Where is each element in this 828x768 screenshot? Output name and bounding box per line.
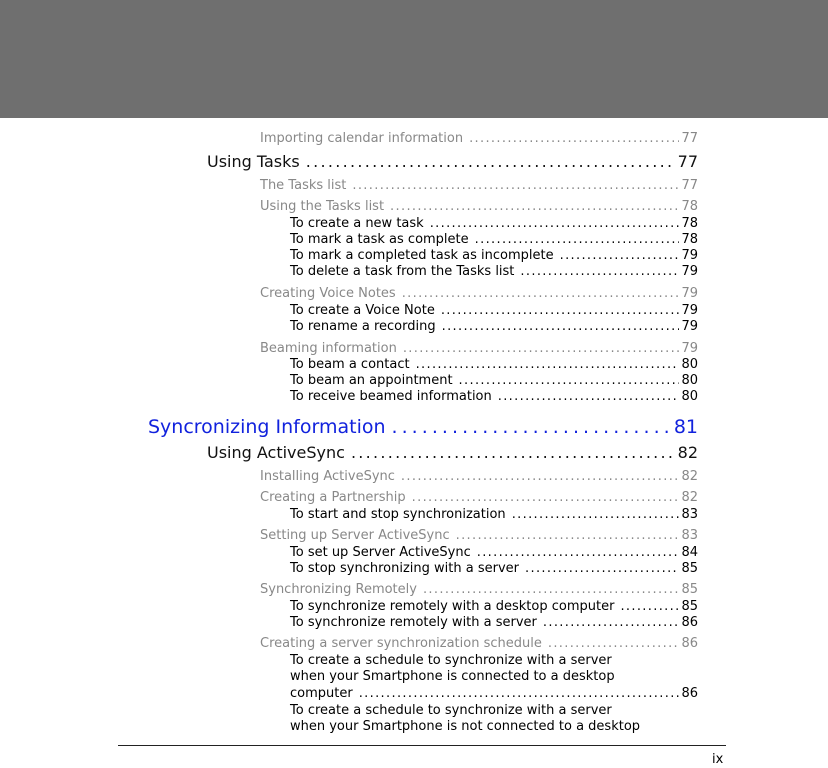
toc-entry-creating-partnership[interactable] — [260, 490, 698, 505]
toc-entry-title: To synchronize remotely with a server — [290, 615, 537, 630]
toc-entry-page: 85 — [681, 599, 698, 614]
dot-leader — [392, 416, 672, 438]
toc-entry-page: 82 — [677, 443, 698, 462]
toc-entry-page: 79 — [681, 286, 698, 301]
toc-entry-schedule-connected[interactable] — [290, 653, 615, 685]
toc-entry-page: 79 — [681, 319, 698, 334]
toc-entry-title: To rename a recording — [290, 319, 436, 334]
toc-entry-page: 78 — [681, 216, 698, 231]
toc-entry-page: 86 — [681, 686, 698, 701]
toc-entry-title-line: To create a schedule to synchronize with a server — [290, 703, 612, 718]
toc-entry-mark-incomplete[interactable] — [290, 248, 698, 263]
toc-entry-title: To create a Voice Note — [290, 303, 435, 318]
dot-leader — [403, 341, 680, 356]
toc-entry-title: To receive beamed information — [290, 389, 492, 404]
toc-entry-page: 85 — [681, 561, 698, 576]
toc-entry-create-task[interactable] — [290, 216, 698, 231]
toc-entry-server-schedule[interactable] — [260, 636, 698, 651]
dot-leader — [543, 615, 680, 630]
dot-leader — [560, 248, 680, 263]
toc-entry-sync-remote-desktop[interactable] — [290, 599, 698, 614]
toc-entry-page: 80 — [681, 373, 698, 388]
dot-leader — [430, 216, 680, 231]
toc-entry-beam-contact[interactable] — [290, 357, 698, 372]
toc-entry-delete-task[interactable] — [290, 264, 698, 279]
toc-entry-rename-recording[interactable] — [290, 319, 698, 334]
toc-entry-page: 77 — [681, 131, 698, 146]
dot-leader — [351, 443, 676, 462]
toc-entry-schedule-connected-last[interactable] — [290, 686, 698, 701]
dot-leader — [359, 686, 680, 701]
footer-rule — [118, 745, 726, 746]
toc-entry-title: To mark a task as complete — [290, 232, 469, 247]
toc-entry-page: 82 — [681, 469, 698, 484]
toc-entry-title: Importing calendar information — [260, 131, 464, 146]
toc-entry-using-activesync[interactable] — [207, 443, 698, 462]
toc-entry-voice-notes[interactable] — [260, 286, 698, 301]
dot-leader — [416, 357, 680, 372]
header-band — [0, 0, 828, 118]
toc-entry-page: 83 — [681, 507, 698, 522]
dot-leader — [520, 264, 679, 279]
toc-entry-title-line: when your Smartphone is not connected to a desktop — [290, 719, 641, 734]
toc-entry-title: To set up Server ActiveSync — [290, 545, 471, 560]
dot-leader — [548, 636, 680, 651]
dot-leader — [512, 507, 680, 522]
toc-entry-schedule-not-connected[interactable] — [290, 703, 640, 735]
dot-leader — [469, 131, 679, 146]
toc-entry-title: Synchronizing Remotely — [260, 582, 417, 597]
toc-entry-set-up-server[interactable] — [290, 545, 698, 560]
toc-entry-importing-calendar[interactable] — [260, 131, 698, 146]
toc-entry-receive-beamed[interactable] — [290, 389, 698, 404]
toc-entry-title: computer — [290, 686, 353, 701]
toc-entry-page: 79 — [681, 303, 698, 318]
toc-entry-using-tasks[interactable] — [207, 152, 698, 171]
toc-entry-page: 86 — [681, 615, 698, 630]
toc-entry-title: To create a new task — [290, 216, 424, 231]
dot-leader — [525, 561, 679, 576]
toc-entry-page: 77 — [677, 152, 698, 171]
toc-entry-title: Syncronizing Information — [148, 416, 386, 438]
toc-entry-using-tasks-list[interactable] — [260, 199, 698, 214]
toc-entry-title: Creating a Partnership — [260, 490, 406, 505]
page-number: ix — [712, 752, 724, 767]
dot-leader — [498, 389, 680, 404]
toc-entry-title: Beaming information — [260, 341, 397, 356]
toc-entry-page: 79 — [681, 248, 698, 263]
toc-entry-title: To mark a completed task as incomplete — [290, 248, 554, 263]
toc-entry-sync-remotely[interactable] — [260, 582, 698, 597]
dot-leader — [423, 582, 679, 597]
toc-entry-page: 77 — [681, 178, 698, 193]
dot-leader — [456, 528, 680, 543]
dot-leader — [390, 199, 679, 214]
toc-entry-title: The Tasks list — [260, 178, 347, 193]
dot-leader — [306, 152, 676, 171]
toc-entry-title: To stop synchronizing with a server — [290, 561, 520, 576]
toc-entry-title: To beam a contact — [290, 357, 410, 372]
dot-leader — [477, 545, 680, 560]
dot-leader — [442, 319, 680, 334]
dot-leader — [412, 490, 680, 505]
toc-entry-start-stop-sync[interactable] — [290, 507, 698, 522]
toc-entry-page: 84 — [681, 545, 698, 560]
toc-entry-page: 80 — [681, 389, 698, 404]
toc-entry-page: 78 — [681, 232, 698, 247]
toc-entry-title-line: To create a schedule to synchronize with a server — [290, 653, 612, 668]
toc-entry-create-voice-note[interactable] — [290, 303, 698, 318]
dot-leader — [475, 232, 680, 247]
toc-entry-installing-activesync[interactable] — [260, 469, 698, 484]
toc-entry-page: 78 — [681, 199, 698, 214]
dot-leader — [401, 469, 680, 484]
toc-entry-title: Creating a server synchronization schedule — [260, 636, 542, 651]
toc-entry-title: Setting up Server ActiveSync — [260, 528, 450, 543]
toc-entry-page: 86 — [681, 636, 698, 651]
toc-entry-title: Creating Voice Notes — [260, 286, 396, 301]
toc-entry-title: Using Tasks — [207, 152, 300, 171]
toc-entry-title: Installing ActiveSync — [260, 469, 395, 484]
toc-entry-page: 79 — [681, 341, 698, 356]
dot-leader — [441, 303, 680, 318]
toc-entry-beam-appointment[interactable] — [290, 373, 698, 388]
dot-leader — [620, 599, 679, 614]
toc-chapter-syncronizing[interactable] — [148, 416, 698, 438]
toc-entry-stop-sync-server[interactable] — [290, 561, 698, 576]
toc-entry-page: 82 — [681, 490, 698, 505]
toc-entry-title: To synchronize remotely with a desktop computer — [290, 599, 615, 614]
toc-entry-page: 81 — [673, 416, 698, 438]
toc-entry-title: To delete a task from the Tasks list — [290, 264, 515, 279]
toc-entry-setting-up-server[interactable] — [260, 528, 698, 543]
toc-entry-beaming[interactable] — [260, 341, 698, 356]
toc-entry-page: 80 — [681, 357, 698, 372]
toc-entry-page: 79 — [681, 264, 698, 279]
toc-entry-page: 83 — [681, 528, 698, 543]
toc-entry-title: To beam an appointment — [290, 373, 453, 388]
dot-leader — [402, 286, 680, 301]
toc-entry-title: To start and stop synchronization — [290, 507, 506, 522]
toc-entry-mark-complete[interactable] — [290, 232, 698, 247]
toc-entry-page: 85 — [681, 582, 698, 597]
dot-leader — [459, 373, 680, 388]
toc-entry-sync-remote-server[interactable] — [290, 615, 698, 630]
toc-entry-title: Using the Tasks list — [260, 199, 385, 214]
toc-entry-tasks-list[interactable] — [260, 178, 698, 193]
toc-entry-title: Using ActiveSync — [207, 443, 345, 462]
dot-leader — [352, 178, 679, 193]
toc-entry-title-line: when your Smartphone is connected to a desktop — [290, 669, 615, 684]
